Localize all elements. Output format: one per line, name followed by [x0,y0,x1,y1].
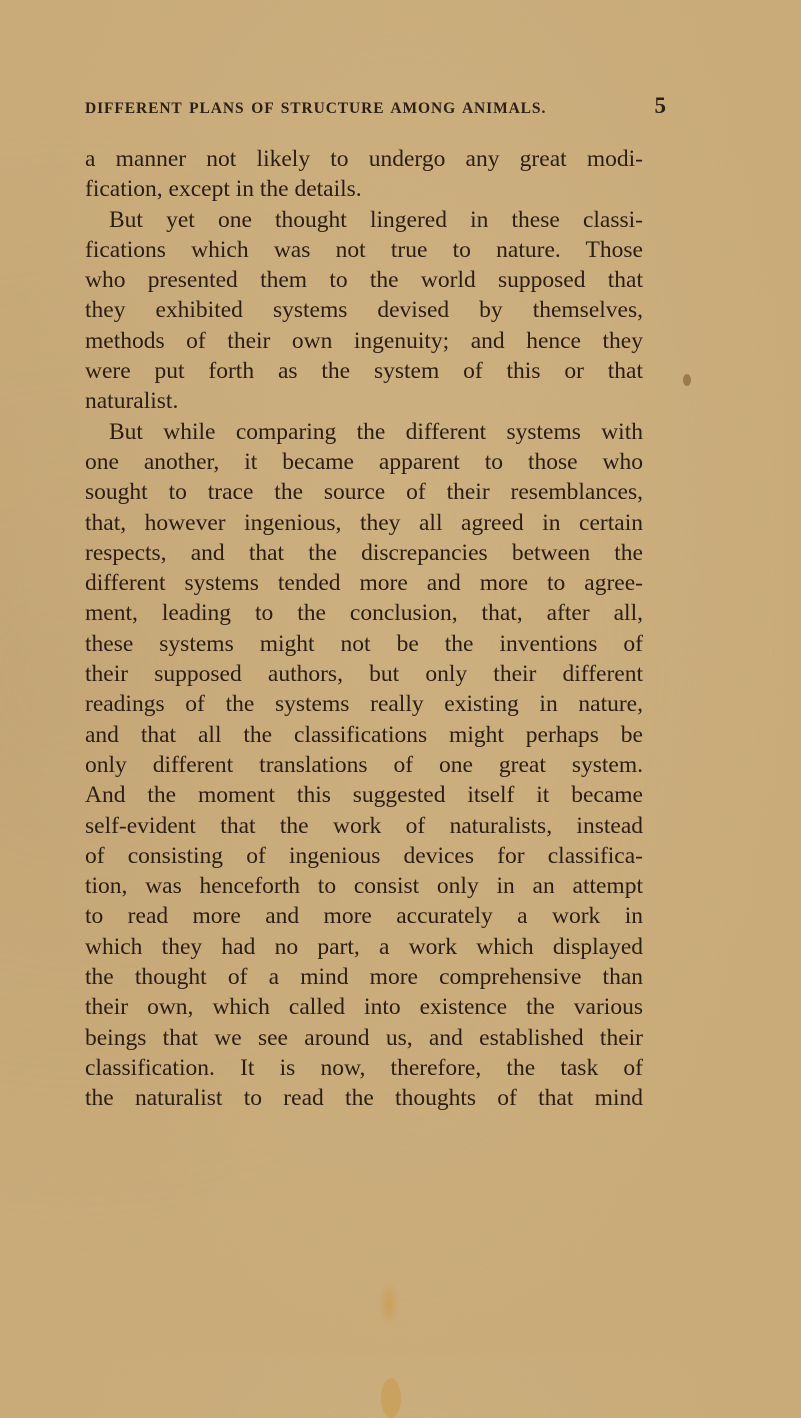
paragraph-start-line: But while comparing the different systems with [109,418,643,445]
text-line: readings of the systems really existing in nature, [85,691,643,718]
text-line: and that all the classifications might perhaps be [85,721,643,748]
paragraph-start-line: But yet one thought lingered in these classi- [109,206,643,233]
text-line: only different translations of one great system. [85,751,643,778]
text-line: were put forth as the system of this or that [85,358,643,385]
text-line: their supposed authors, but only their different [85,661,643,688]
paper-stain [378,1280,400,1328]
text-line: that, however ingenious, they all agreed in certain [85,509,643,536]
text-line: naturalist. [85,388,179,415]
text-line: different systems tended more and more to agree- [85,570,643,597]
text-line: methods of their own ingenuity; and hence they [85,327,643,354]
text-line: the thought of a mind more comprehensive than [85,964,643,991]
text-line: one another, it became apparent to those who [85,448,643,475]
text-line: they exhibited systems devised by themselves, [85,297,643,324]
text-line: fication, except in the details. [85,176,362,203]
running-head [85,93,666,119]
text-line: a manner not likely to undergo any great modi- [85,146,643,172]
text-line: which they had no part, a work which displayed [85,933,643,960]
page-number: 5 [654,93,666,118]
text-line: self-evident that the work of naturalists, instead [85,812,643,839]
text-line: And the moment this suggested itself it became [85,782,643,809]
text-line: beings that we see around us, and established their [85,1024,643,1051]
text-line: the naturalist to read the thoughts of that mind [85,1085,643,1112]
text-line: classification. It is now, therefore, the task of [85,1054,643,1081]
body-text [85,144,643,1114]
text-line: of consisting of ingenious devices for classifica- [85,842,643,869]
text-line: their own, which called into existence the various [85,994,643,1021]
text-line: these systems might not be the inventions of [85,630,643,657]
paper-stain [381,1378,401,1418]
text-line: respects, and that the discrepancies between the [85,539,643,566]
text-line: fications which was not true to nature. Those [85,236,643,263]
text-line: sought to trace the source of their resemblances, [85,479,643,506]
paper-stain [683,374,691,386]
text-line: tion, was henceforth to consist only in an attempt [85,873,643,900]
text-line: who presented them to the world supposed that [85,267,643,294]
text-line: to read more and more accurately a work in [85,903,643,930]
running-title: DIFFERENT PLANS OF STRUCTURE AMONG ANIMALS. [85,100,547,117]
text-line: ment, leading to the conclusion, that, after all, [85,600,643,627]
